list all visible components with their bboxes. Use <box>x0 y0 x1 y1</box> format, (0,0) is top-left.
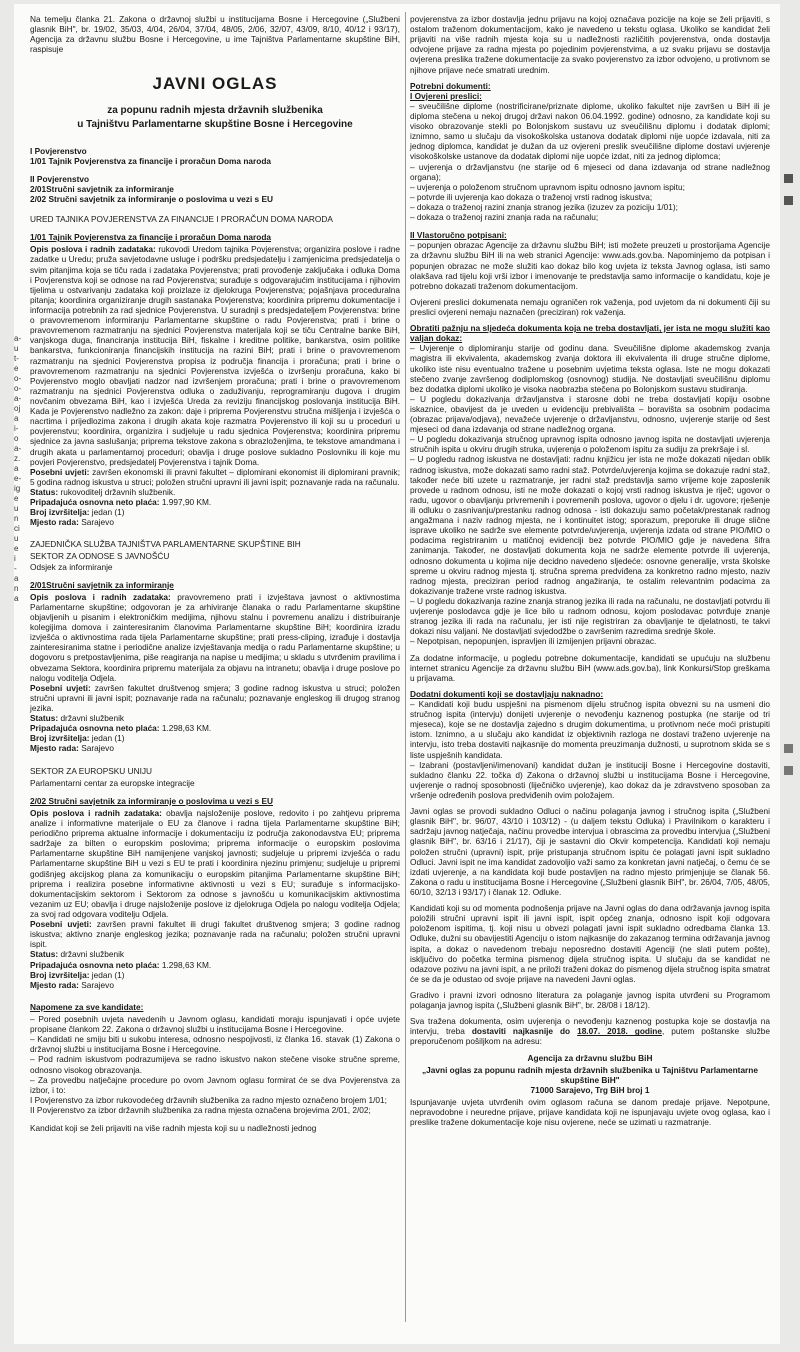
scan-mark <box>784 196 793 205</box>
position-202-conditions: Posebni uvjeti: završen pravni fakultet ili drugi fakultet društvenog smjera; 3 godine radnog iskustva; aktivno znanje engleskog jezika; poznavanje rada na računalu; položen stručni upravni ispit. <box>30 919 400 950</box>
margin-fragment: e <box>14 364 19 373</box>
certified-item: – uvjerenja o položenom stručnom upravnom ispitu odnosno javnom ispitu; <box>410 181 685 192</box>
margin-fragment: o- <box>14 374 22 383</box>
margin-fragment: a <box>14 574 19 583</box>
note-item: Kandidat koji se želi prijaviti na više radnih mjesta koji su u nadležnosti jednog <box>30 1123 317 1134</box>
certified-item: – sveučilišne diplome (nostrificirane/priznate diplome, ukoliko fakultet nije završen u BiH ili je diploma stečena u nekoj drugoj državi nakon 06.04.1992. godine) odnosno, za kandidate koji su visoko obrazovanje stekli po Bolonjskom sustavu uz sveučilišnu diplomu i dodatak diplomi; iznimno, samo u slučaju da visokoškolska ustanova dodatak diplomi nije uopće izdavala, niti za jednog diplomca, kandidat je dužan da uz ovjereni preslik sveučilišne diplome dostavi uvjerenje visokoškolske ustanove da dodatak diplomi nije uopće izdat, niti za jednog diplomca; <box>410 100 770 162</box>
note-item: II Povjerenstvo za izbor državnih službenika za radna mjesta označena brojevima 2/01, 2/02; <box>30 1104 371 1115</box>
margin-fragment: n <box>14 514 19 523</box>
notes-heading: Napomene za sve kandidate: <box>30 1001 144 1012</box>
position-201-salary: Pripadajuća osnovna neto plaća: 1.298,63 KM. <box>30 723 212 734</box>
margin-fragment: o <box>14 434 19 443</box>
margin-fragment: u <box>14 344 19 353</box>
address-line: Agencija za državnu službu BiH <box>527 1052 653 1063</box>
newspaper-page <box>14 4 780 1344</box>
position-201-description: Opis poslova i radnih zadataka: pravovremeno prati i izvještava javnost o aktivnostima Parlamentarne skupštine; odgovoran je za arhiviranje članaka o radu Parlamentarne skupštine objavljenih u pisanim i elektroničkim medijima, njihovu stalnu i povremenu analizu i distribuiranje kolegijima domova i zainteresiranim članovima Parlamentarne skupštine BiH; koordinira izradu izvješća o aktivnostima rada tijela Parlamentarne skupštine; prati press-cliping, izrađuje i dostavlja zainteresiranima statne i periodične analize izvještavanja medija o radu Parlamentarne skupštine; u dogovoru s pretpostavljenima, piše reagiranja na napise u medijima; u skladu s utvrđenim pravilima i obvezama Sektora, koordinira pripremu materijala za objavu na intranetu; obavlja i druge poslove po nalogu voditelja Odjela. <box>30 591 400 683</box>
margin-fragment: i- <box>14 424 19 433</box>
list-item: 1/01 Tajnik Povjerenstva za financije i proračun Doma naroda <box>30 155 271 166</box>
margin-fragment: u <box>14 504 19 513</box>
department-heading: URED TAJNIKA POVJERENSTVA ZA FINANCIJE I PRORAČUN DOMA NARODA <box>30 214 333 225</box>
deadline-date: 18.07. 2018. godine <box>577 1026 662 1037</box>
list-item: II Povjerenstvo <box>30 173 90 184</box>
service-heading-1: ZAJEDNIČKA SLUŽBA TAJNIŠTVA PARLAMENTARNE SKUPŠTINE BIH <box>30 539 301 550</box>
list-item: 2/02 Stručni savjetnik za informiranje o poslovima u vezi s EU <box>30 193 273 204</box>
attention-item: – U pogledu radnog iskustva ne dostavljati: radnu knjižicu jer ista ne može dokazati nijedan oblik radnog iskustva, može dokazati samo radni staž. Potvrde/uvjerenja kojima se dokazuje radni staž, također neće biti uzete u razmatranje, jer radni staž predstavlja samo vrijeme koje zaposlenik provede u radnom odnosu, isti ne može dokazati o kojoj vrsti radnog iskustva je riječ; ugovor o radu, ugovor o obavljanju privremenih i povremenih poslova, ugovor o djelu i dr. ugovore; rješenje ili odluku o zasnivanju/prestanku radnog odnosa - isti dokazuju samo početak/prestanak radnog angažmana i naziv radnog mjesta, ne i kontinuitet istog; sporazum, preporuke ili druge slične isprave ukoliko ne sadrže sve elemente potvrde/uvjerenja, uvjerenja izdata od strane PIO/MIO o podacima registriranim u matičnoj evidenciji bez potvrde PIO/MIO gdje je navedena šifra zanimanja. Također, ne dostavljati dokumenta koja ne sadrže elemente potvrde ili uvjerenja, odnosno dokumenta u kojima nije decidno navedeno sljedeće: osnovne generalije, vrsta školske spreme u okviru radnog mjesta tj. stručna sprema predviđena za konkretno radno mjesto, naziv radnog mjesta, preciziran period radnog angažiranja, te ostalim relevantnim podacima za dokazivanje tražene vrste radnog iskustva. <box>410 454 770 596</box>
left-column <box>30 14 400 1133</box>
attention-item: – Uvjerenje o diplomiranju starije od godinu dana. Sveučilišne diplome akademskog zvanja magistra ili ekvivalenta, akademskog zvanja doktora ili ekvivalenta ili druge stručne diplome, ukoliko iste nisu eventualno tražene u posebnim uvjetima teksta oglasa. Iste ne mogu dokazati stečeno zvanje završenog dodiplomskog (osnovnog) studija. Ne dostavljati sveučilišnu diplomu bez dodatka diplomi ukoliko je visoka naobrazba stečena po Bolonjskom sustavu studiranja. <box>410 343 770 394</box>
position-heading-101: 1/01 Tajnik Povjerenstva za financije i proračun Doma naroda <box>30 232 271 243</box>
position-heading-202: 2/02 Stručni savjetnik za informiranje o poslovima u vezi s EU <box>30 795 273 806</box>
adjacent-page-fragments <box>14 334 26 604</box>
service-heading-3: Odsjek za informiranje <box>30 561 113 572</box>
margin-fragment: t- <box>14 354 19 363</box>
certified-copies-heading: I Ovjereni preslici: <box>410 90 482 101</box>
right-column <box>410 14 770 1133</box>
position-101-location: Mjesto rada: Sarajevo <box>30 517 114 528</box>
address-line: 71000 Sarajevo, Trg BiH broj 1 <box>530 1084 650 1095</box>
scan-mark <box>784 744 793 753</box>
margin-fragment: a- <box>14 334 22 343</box>
position-101-conditions: Posebni uvjeti: završen ekonomski ili pravni fakultet – diplomirani ekonomist ili diplomirani pravnik; 5 godina radnog iskustva u struci; položen stručni upravni ili javni ispit; poznavanje rada na računalu. <box>30 466 401 487</box>
position-202-count: Broj izvršitelja: jedan (1) <box>30 969 125 980</box>
position-202-status: Status: državni službenik <box>30 949 125 960</box>
margin-fragment: n <box>14 584 19 593</box>
additional-doc-item: – Kandidati koji budu uspješni na pismenom dijelu stručnog ispita obvezni su na usmeni dio stručnog ispita (intervju) donijeti uvjerenje o nevođenju kaznenog postupka (ne starije od tri mjeseca), koje se ne dostavlja zajedno s drugim dokumentima, u protivnom neće moći pristupiti istom. Iznimno, a u slučaju ako kandidat iz objektivnih razloga ne dostavi traženo uvjerenje na intervju, isto treba dostaviti najkasnije do momenta preuzimanja dužnosti, u suprotnom skida se s liste uspješnih kandidata. <box>410 699 770 760</box>
margin-fragment: a <box>14 414 19 423</box>
position-202-description: Opis poslova i radnih zadataka: obavlja najsloženije poslove, redovito i po zahtjevu pripremа analize i informativne materijale o EU za članove i radna tijela Parlamentarne skupštine BiH; periodično priprema aktualne informacije i dokumentaciju iz područja zakonodavstva EU; priprema sadržaje za bilten o europskim poslovima; priprema informacije o europskim poslovima Parlamentarne skupštine BiH namijenjene vanjskoj javnosti; sudjeluje u pripremi izvješća o radu Parlamentarne skupštine BiH u vezi s EU te prati i koordinira njezinu primjenu; sudjeluje u pripremi godišnjeg akcijskog plana za komunikaciju o europskim pitanjima Parlamentarne skupštine BiH; priprema i realizira posebne informativne aktivnosti u vezi s EU; surađuje s informacijsko-dokumentacijskim sektorom i Sektorom za odnose s javnošću u komunikacijskim aktivnostima vezanim uz EU; obavlja i druge najsloženije poslove iz djelokruga Odjela po nalogu voditelja Odjela; za svoj rad odgovara voditelju Odjela. <box>30 807 400 919</box>
margin-fragment: e <box>14 544 19 553</box>
position-201-status: Status: državni službenik <box>30 713 125 724</box>
position-201-location: Mjesto rada: Sarajevo <box>30 743 114 754</box>
margin-fragment: ig <box>14 484 21 493</box>
additional-doc-item: – Izabrani (postavljeni/imenovani) kandidat dužan je instituciji Bosne i Hercegovine dostaviti, sukladno članku 22. točka d) Zakona o državnoj službi u institucijama Bosne i Hercegovine, uvjerenje o radnoj sposobnosti (liječničko uvjerenje), kao dokaz da je zdravstveno sposoban za vršenje određenih poslova predviđenih ovim položajem. <box>410 759 770 800</box>
margin-fragment: a <box>14 594 19 603</box>
subtitle-line-2: u Tajništvu Parlamentarne skupštine Bosne i Hercegovine <box>77 119 353 131</box>
certified-item: – dokaza o traženoj razini znanja rada na računalu; <box>410 212 599 223</box>
attention-item: – U pogledu dokazivanja državljanstva i starosne dobi ne treba dostavljati kopiju osobne iskaznice, obavijest da je uveden u evidenciju prebivališta – boravišta sa osobnim podacima (obrazac prijava/odjava), nevažeće uvjerenje o državljanstvu, odnosno, uvjerenje starije od šest mjeseci od dana izdavanja od strane nadležnog organa. <box>410 393 770 435</box>
certified-item: – dokaza o traženoj razini znanja stranog jezika (izuzev za poziciju 1/01); <box>410 201 678 212</box>
margin-fragment: a- <box>14 444 22 453</box>
margin-fragment: e <box>14 494 19 503</box>
note-item: – Pored posebnih uvjeta navedenih u Javnom oglasu, kandidati moraju ispunjavati i opće uvjete propisane člankom 22. Zakona o državnoj službi u institucijama Bosne i Hercegovine. <box>30 1013 400 1035</box>
note-item: – Pod radnim iskustvom podrazumijeva se radno iskustvo nakon stečene visoke stručne spreme, odnosno visokog obrazovanja. <box>30 1054 400 1075</box>
note-item: – Kandidati ne smiju biti u sukobu interesa, odnosno nespojivosti, iz članka 16. stavak (1) Zakona o državnoj službi u institucijama Bosne i Hercegovine. <box>30 1034 400 1055</box>
attention-heading: Obratiti pažnju na sljedeća dokumenta koja ne treba dostavljati, jer ista ne mogu služiti kao valjan dokaz: <box>410 323 770 344</box>
position-201-count: Broj izvršitelja: jedan (1) <box>30 733 125 744</box>
position-101-status: Status: rukovoditelj državnih službenik. <box>30 486 176 497</box>
margin-fragment: a- <box>14 394 22 403</box>
deadline-paragraph: Sva tražena dokumenta, osim uvjerenja o nevođenju kaznenog postupka koje se dostavlja na intervju, treba dostaviti najkasnije do 18.07. 2018. godine, putem poštanske službe preporučenom pošiljkom na adresu: <box>410 1016 770 1047</box>
subtitle-line-1: za popunu radnih mjesta državnih službenika <box>107 105 323 117</box>
scan-mark <box>784 174 793 183</box>
list-item: I Povjerenstvo <box>30 145 87 156</box>
margin-fragment: - <box>14 564 17 573</box>
position-202-salary: Pripadajuća osnovna neto plaća: 1.298,63 KM. <box>30 959 212 970</box>
position-heading-201: 2/01Stručni savjetnik za informiranje <box>30 579 174 590</box>
position-101-description: Opis poslova i radnih zadataka: rukovodi Uredom tajnika Povjerenstva; organizira poslove i radne zadatke u Uredu; pruža savjetodavne usluge i podršku predsjedatelju i zamjenicima predsjedatelja o svim pitanjima koja se tiču rada i zadataka Povjerenstva; prati provođenje zaključaka i odluka Doma i Povjerenstva koji se odnose na rad Povjerenstva; surađuje s odgovarajućim institucijama i njihovim tijelima u ostvarivanju zadataka koji proizlaze iz djelokruga Povjerenstva; pojašnjava proceduralna pitanja; koordinira organiziranje drugih sastanaka Povjerenstva; koordinira pripremu dokumentacije i informacija potrebnih za rad sjednice Povjerenstva. U suradnji s predsjedateljem Povjerenstva: brine o pravovremenom informiranju Parlamentarne skupštine o radu Povjerenstva; prati i brine o pravovremenom razmatranju na sjednici Povjerenstva materijala koji se tiču Centralne banke BiH, vanjskoga duga, financiranja institucija BiH, fiskalne i kreditne politike, bankarstva, osim politike bankarstva, funkcioniranja financijskih institucija na razini BiH; prati i brine o pravovremenom razmatranju na sjednici Povjerenstva propisa iz područja financija i proračuna; prati i brine o pravovremenom razmatranju na sjednici Povjerenstva izvješća o izvršenju proračuna, kako bi Povjerenstvo moglo obavljati nadzor nad izvršenjem proračuna; prati i brine o pravovremenom razmatranju na sjednici Povjerenstva odluka o zaduživanju, reprogramiranju dugova i drugim novčanim obvezama BiH, kao i izvješća Ureda za reviziju financijskog poslovanja institucija BiH. Kada je Povjerenstvo nadležno za zakon: daje i priprema Povjerenstvu stručna mišljenja i izvješća o nacrtima i prijedlozima zakona i drugih akata koje razmatra Povjerenstvo ili koji su u proceduri u povjerenstvu; koordinira, organizira i sudjeluje u radu sjednica Povjerenstva; koordinira pripremu sjednice za javna saslušanja; priprema tekstove zakona s obrazloženjima, te tekstove amandmana i drugih akata u parlamentarnoj proceduri; obavlja i druge poslove sukladno Poslovniku ili koje mu povjeri Povjerenstvo, predsjedatelj Povjerenstva i tajnik Doma. <box>30 244 400 467</box>
sector-heading-2: Parlamentarni centar za europske integracije <box>30 777 195 788</box>
scan-mark <box>784 766 793 775</box>
margin-fragment: e- <box>14 474 22 483</box>
note-item: – Za provedbu natječajne procedure po ovom Javnom oglasu formirat će se dva Povjerenstva za izbor, i to: <box>30 1074 400 1095</box>
documents-heading: Potrebni dokumenti: <box>410 80 491 91</box>
literature-paragraph: Gradivo i pravni izvori odnosno literatura za polaganje javnog ispita utvrđeni su Programom polaganja javnog ispita („Službeni glasnik BiH", br. 28/08 i 18/12). <box>410 989 770 1011</box>
more-info-paragraph: Za dodatne informacije, u pogledu potrebne dokumentacije, kandidati se upućuju na službenu internet stranicu Agencije za državnu službu BiH (www.ads.gov.ba), link Konkursi/Stop greškama u prijavama. <box>410 652 770 683</box>
margin-fragment: a <box>14 464 19 473</box>
position-101-count: Broj izvršitelja: jedan (1) <box>30 507 125 518</box>
attention-item: – U pogledu dokazivanja stručnog upravnog ispita odnosno javnog ispita ne dostavljati uvjerenja stručnih ispita u okviru drugih struka, uvjerenja o položenom ispitu za sudiju za prekršaje i sl. <box>410 434 770 455</box>
continuation-paragraph: povjerenstva za izbor dostavlja jednu prijavu na kojoj označava pozicije na koje se želi prijaviti, s ostalom traženom dokumentacijom, kako je navedeno u tekstu oglasa. Ukoliko se kandidat želi prijaviti na više radnih mjesta koja su u nadležnosti različitih povjerenstva, onda dostavlja odvojene prijave za radna mjesta po pojedinim povjerenstvima, a uz svaku prijavu se dostavlja ovjerena preslika tražene dokumentacije za svako povjerenstvo za izbor odvojeno, u protivnom se njihove prijave neće smatrati urednim. <box>410 14 770 75</box>
margin-fragment: u <box>14 534 19 543</box>
margin-fragment: o- <box>14 384 22 393</box>
closing-paragraph: Ispunjavanje uvjeta utvrđenih ovim oglasom računa se danom predaje prijave. Nepotpune, nepravodobne i neuredne prijave, prijave kandidata koji ne ispunjavaju uvjete ovog oglasa, kao i preslike tražene dokumentacije koje nisu ovjerene, neće se uzimati u razmatranje. <box>410 1096 770 1128</box>
attention-item: – U pogledu dokazivanja razine znanja stranog jezika ili rada na računalu, ne dostavljati potvrdu ili uvjerenje poslodavca gdje je lice bilo u radnom odnosu, kojom poslodavac potvrđuje znanje stranog jezika ili rada na računalu, jer isti nije registriran za obavljanje te djelatnosti, te takvi dokazi nisu valjani. Ne dostavljati svjedodžbe o završenim razredima srednje škole. <box>410 596 770 637</box>
margin-fragment: ci <box>14 524 20 533</box>
address-line: „Javni oglas za popunu radnih mjesta državnih službenika u Tajništvu Parlamentarne skupštine BiH" <box>422 1064 758 1085</box>
position-201-conditions: Posebni uvjeti: završen fakultet društvenog smjera; 3 godine radnog iskustva u struci; položen stručni upravni ili javni ispit; poznavanje rada na računalu; poznavanje engleskog ili drugog stranog jezika. <box>30 682 400 714</box>
column-divider <box>405 12 406 1322</box>
intro-paragraph: Na temelju članka 21. Zakona o državnoj službi u institucijama Bosne i Hercegovine („Službeni glasnik BiH", br. 19/02, 35/03, 4/04, 26/04, 37/04, 48/05, 2/06, 32/07, 43/09, 8/10, 40/12 i 93/17), Agencija za državnu službu Bosne i Hercegovine, u ime Tajništva Parlamentarne skupštine BiH, raspisuje <box>30 14 400 55</box>
certified-note: Ovjereni preslici dokumenata nemaju ograničen rok važenja, pod uvjetom da ni dokumenti čiji su preslici ovjereni nemaju naznačen (preciziran) rok važenja. <box>410 296 770 317</box>
note-item: I Povjerenstvo za izbor rukovodećeg državnih službenika za radno mjesto označeno brojem 1/01; <box>30 1094 387 1105</box>
margin-fragment: i <box>14 554 16 563</box>
position-202-location: Mjesto rada: Sarajevo <box>30 979 114 990</box>
list-item: 2/01Stručni savjetnik za informiranje <box>30 183 174 194</box>
margin-fragment: z. <box>14 454 21 463</box>
sector-heading-1: SEKTOR ZA EUROPSKU UNIJU <box>30 765 153 776</box>
service-heading-2: SEKTOR ZA ODNOSE S JAVNOŠĆU <box>30 551 170 562</box>
exam-paragraph: Javni oglas se provodi sukladno Odluci o načinu polaganja javnog i stručnog ispita („Službeni glasnik BiH", br. 96/07, 43/10 i 103/12) - (u daljem tekstu Odluka) i Pravilnikom o karakteru i sadržaju javnog natječaja, načinu provedbe intervjua i obrascima za provedbu intervjua („Službeni glasnik BiH", br. 63/16 i 21/17), čiji je sastavni dio Okvir kompetencija. Kandidati koji nemaju položen stručni (upravni) ispit, prije pristupanja stručnom ispitu će polagati javni ispit sukladno Odluci. Javni ispit ne ima kandidat zadovoljio važi samo za konkretan javni natječaj, o čemu će se izdati uvjerenje, a na kandidata koji bude postavljen na radno mjesto primjenjuje se članak 56. Zakona o radu u institucijama Bosne i Hercegovine („Službeni glasnik BiH", br. 26/04, 7/05, 48/05, 60/10, 32/13 i 93/17) i članak 12. Odluke. <box>410 806 770 897</box>
signed-paragraph: – popunjen obrazac Agencije za državnu službu BiH; isti možete preuzeti u prostorijama Agencije za državnu službu BiH ili na web stranici Agencije: www.ads.gov.ba. Napominjemo da potpisan i popunjen obrazac ne može služiti kao dokaz bilo kog uvjeta iz teksta Javnog oglasa, isti samo olakšava rad tijelu koji vrši izbor i imenovanje te predstavlja samo informacije o kandidatu, koje je potrebno dokazati traženom dokumentacijom. <box>410 240 770 291</box>
attention-item: – Nepotpisan, nepopunjen, ispravljen ili izmijenjen prijavni obrazac. <box>410 636 657 647</box>
certified-item: – uvjerenja o državljanstvu (ne starije od 6 mjeseci od dana izdavanja od strane nadležnog organa); <box>410 161 770 182</box>
signed-heading: II Vlastoručno potpisani: <box>410 230 507 241</box>
additional-docs-heading: Dodatni dokumenti koji se dostavljaju naknadno: <box>410 688 604 699</box>
certified-item: – potvrde ili uvjerenja kao dokaza o traženoj vrsti radnog iskustva; <box>410 191 653 202</box>
page-title: JAVNI OGLAS <box>152 74 278 94</box>
position-101-salary: Pripadajuća osnovna neto plaća: 1.997,90 KM. <box>30 497 212 508</box>
candidates-paragraph: Kandidati koji su od momenta podnošenja prijave na Javni oglas do dana održavanja javnog ispita položili stručni upravni ispit ili javni ispit, ispit općeg znanja, odnosno ispit koji odgovara položenom ispitima, tj. koji nisu u obvezi polagati javni ispit sukladno odredbama članka 13. Odluke, dužni su obavijestiti Agenciju o istom najkasnije do zakazanog termina održavanja javnog ispita, a dokaz o navedenom trebaju neposredno dostaviti Agenciji (ne slati putem pošte), isključivo do početka termina pismenog dijela stručnog ispita. U slučaju da se kandidat ne odazove pozivu na javni ispit, a ne priloži traženi dokaz do pismenog dijela stručnog ispita smatrat će se da je odustao od svoje prijave na navedeni Javni oglas. <box>410 903 770 984</box>
margin-fragment: oj <box>14 404 21 413</box>
